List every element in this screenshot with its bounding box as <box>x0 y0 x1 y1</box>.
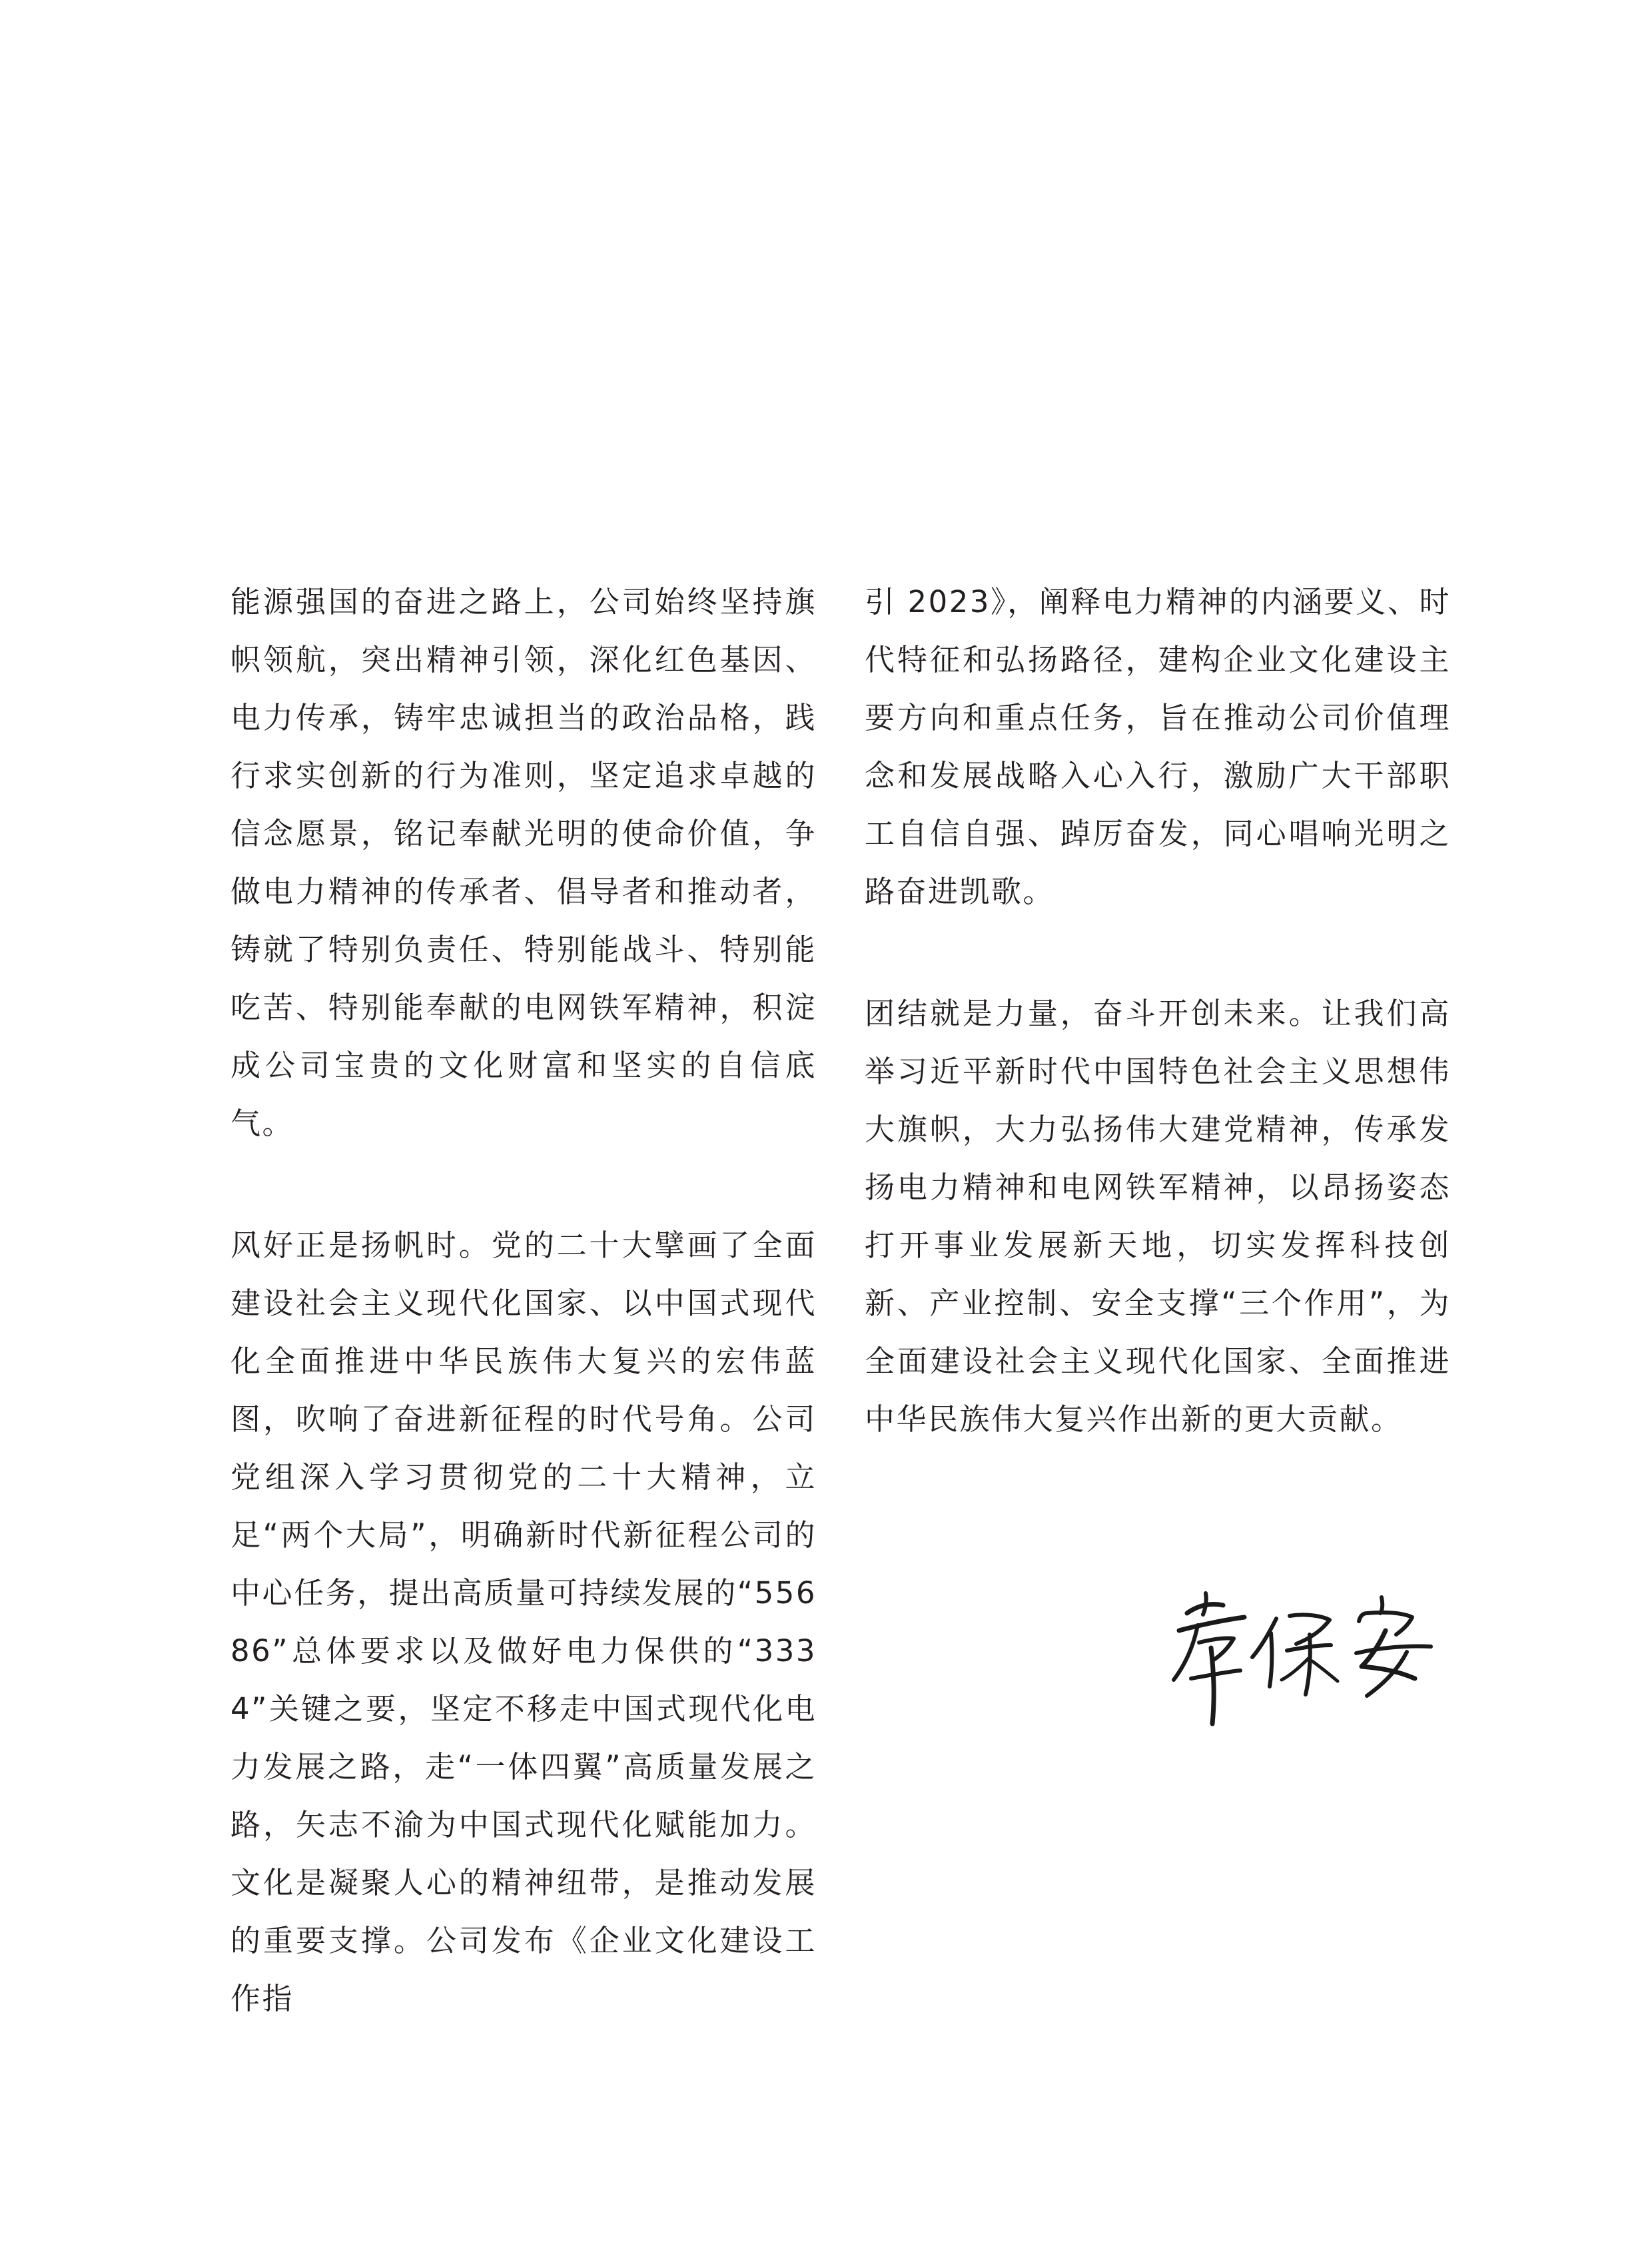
right-text-column <box>865 573 1451 1448</box>
paragraph: 能源强国的奋进之路上，公司始终坚持旗帜领航，突出精神引领，深化红色基因、电力传承，铸牢忠诚担当的政治品格，践行求实创新的行为准则，坚定追求卓越的信念愿景，铭记奉献光明的使命价值，争做电力精神的传承者、倡导者和推动者，铸就了特别负责任、特别能战斗、特别能吃苦、特别能奉献的电网铁军精神，积淀成公司宝贵的文化财富和坚实的自信底气。 <box>230 584 817 1141</box>
left-text-column <box>230 573 817 2028</box>
handwritten-signature <box>1159 1579 1452 1732</box>
paragraph: 团结就是力量，奋斗开创未来。让我们高举习近平新时代中国特色社会主义思想伟大旗帜，大力弘扬伟大建党精神，传承发扬电力精神和电网铁军精神，以昂扬姿态打开事业发展新天地，切实发挥科技创新、产业控制、安全支撑“三个作用”，为全面建设社会主义现代化国家、全面推进中华民族伟大复兴作出新的更大贡献。 <box>865 996 1451 1437</box>
paragraph: 风好正是扬帆时。党的二十大擘画了全面建设社会主义现代化国家、以中国式现代化全面推进中华民族伟大复兴的宏伟蓝图，吹响了奋进新征程的时代号角。公司党组深入学习贯彻党的二十大精神，立足“两个大局”，明确新时代新征程公司的中心任务，提出高质量可持续发展的“55686”总体要求以及做好电力保供的“3334”关键之要，坚定不移走中国式现代化电力发展之路，走“一体四翼”高质量发展之路，矢志不渝为中国式现代化赋能加力。文化是凝聚人心的精神纽带，是推动发展的重要支撑。公司发布《企业文化建设工作指 <box>230 1228 817 2016</box>
paragraph: 引 2023》，阐释电力精神的内涵要义、时代特征和弘扬路径，建构企业文化建设主要方向和重点任务，旨在推动公司价值理念和发展战略入心入行，激励广大干部职工自信自强、踔厉奋发，同心唱响光明之路奋进凯歌。 <box>865 584 1451 909</box>
